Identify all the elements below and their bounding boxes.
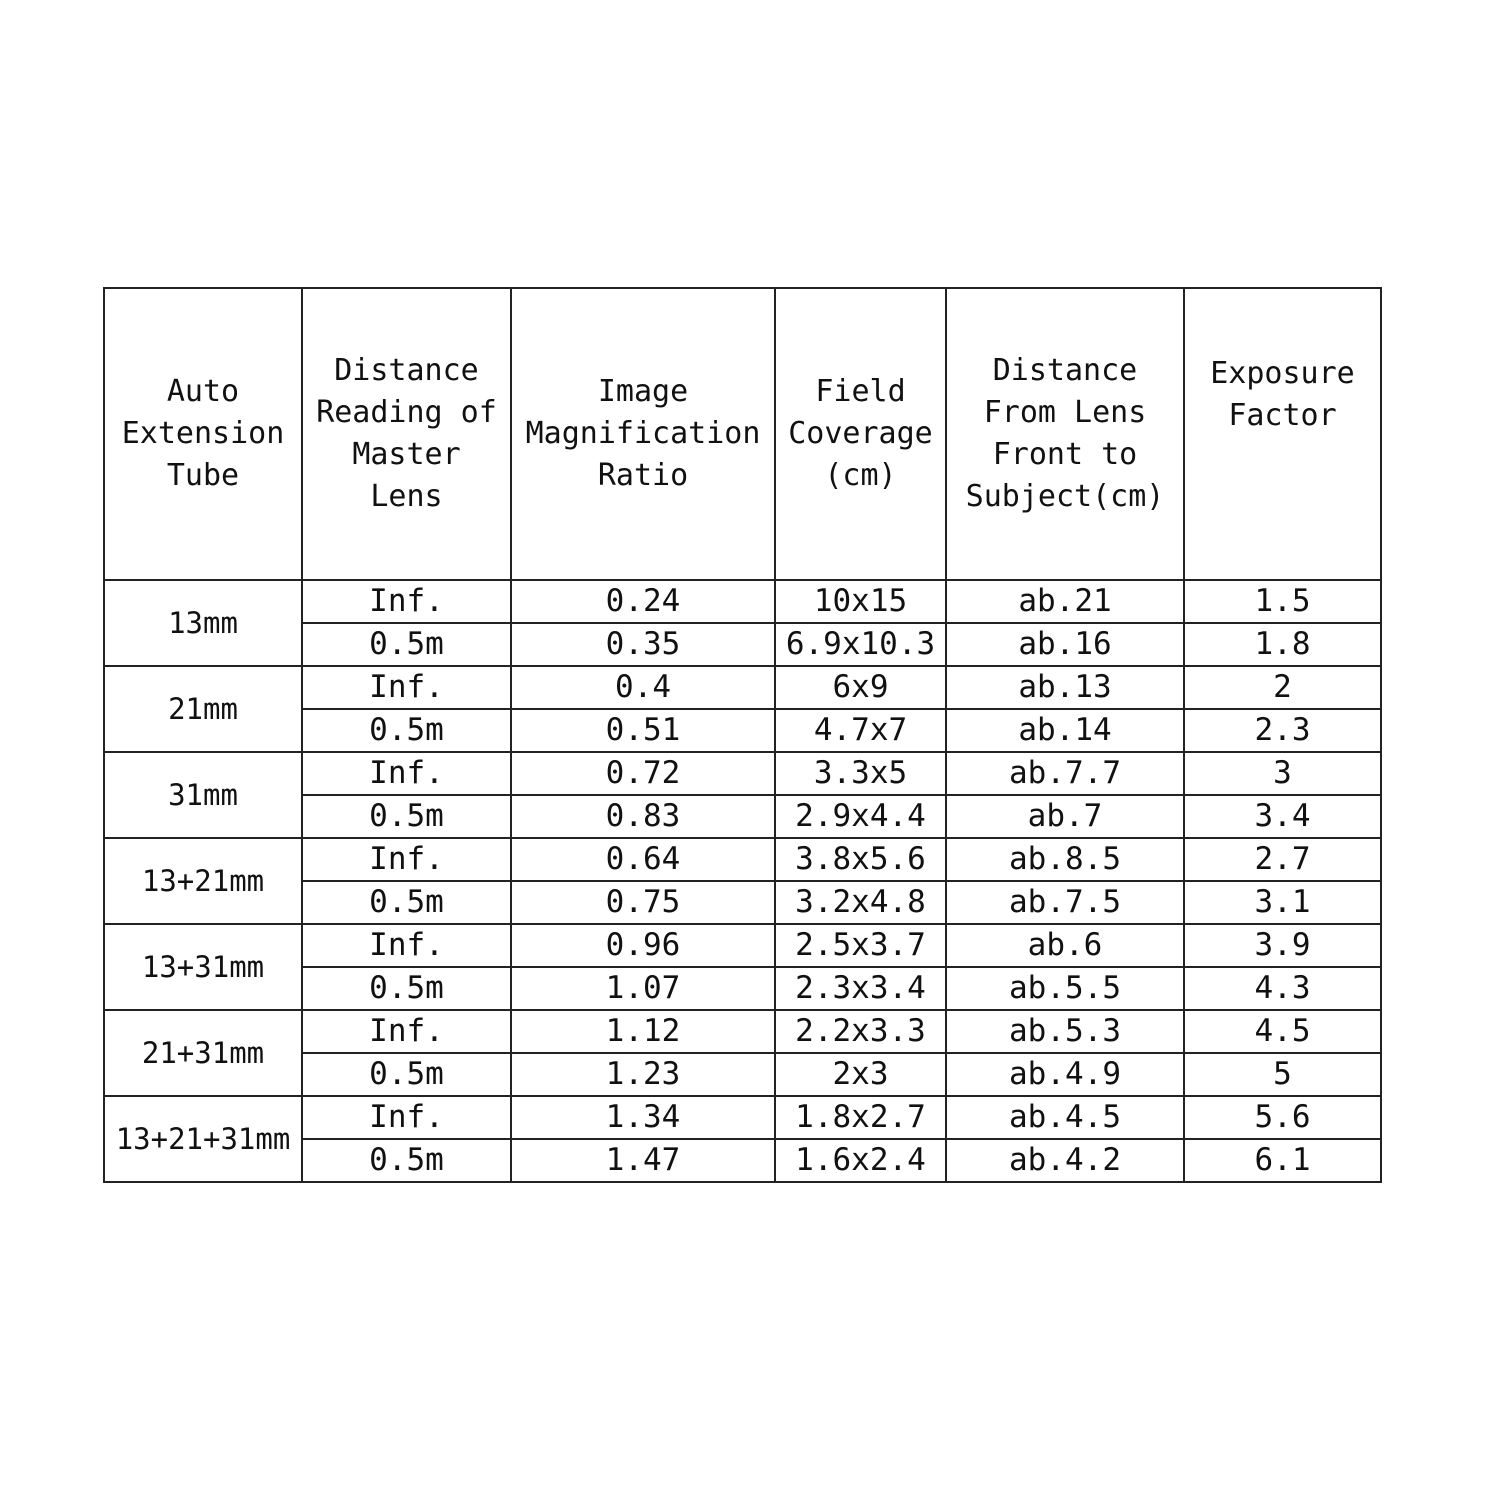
subject-distance-cell: ab.5.3: [946, 1010, 1184, 1053]
distance-cell: 0.5m: [302, 1139, 511, 1182]
distance-cell: 0.5m: [302, 967, 511, 1010]
magnification-cell: 1.07: [511, 967, 775, 1010]
header-distance-to-subject: Distance From Lens Front to Subject(cm): [946, 288, 1184, 580]
field-coverage-cell: 3.2x4.8: [775, 881, 946, 924]
table-row: [104, 666, 1381, 709]
subject-distance-cell: ab.4.2: [946, 1139, 1184, 1182]
magnification-cell: 0.75: [511, 881, 775, 924]
distance-cell: Inf.: [302, 666, 511, 709]
magnification-cell: 0.35: [511, 623, 775, 666]
subject-distance-cell: ab.7.7: [946, 752, 1184, 795]
distance-cell: 0.5m: [302, 881, 511, 924]
field-coverage-cell: 1.6x2.4: [775, 1139, 946, 1182]
exposure-cell: 3.4: [1184, 795, 1381, 838]
distance-cell: 0.5m: [302, 623, 511, 666]
magnification-cell: 0.24: [511, 580, 775, 623]
exposure-cell: 3.1: [1184, 881, 1381, 924]
header-exposure-factor: Exposure Factor: [1184, 288, 1381, 580]
subject-distance-cell: ab.7: [946, 795, 1184, 838]
distance-cell: 0.5m: [302, 795, 511, 838]
distance-cell: Inf.: [302, 924, 511, 967]
subject-distance-cell: ab.5.5: [946, 967, 1184, 1010]
tube-cell: 21+31mm: [104, 1010, 302, 1096]
table-row: [104, 1010, 1381, 1053]
subject-distance-cell: ab.4.9: [946, 1053, 1184, 1096]
tube-cell: 31mm: [104, 752, 302, 838]
exposure-cell: 1.5: [1184, 580, 1381, 623]
subject-distance-cell: ab.16: [946, 623, 1184, 666]
exposure-cell: 5.6: [1184, 1096, 1381, 1139]
field-coverage-cell: 2.2x3.3: [775, 1010, 946, 1053]
field-coverage-cell: 2.5x3.7: [775, 924, 946, 967]
exposure-cell: 5: [1184, 1053, 1381, 1096]
exposure-cell: 6.1: [1184, 1139, 1381, 1182]
field-coverage-cell: 10x15: [775, 580, 946, 623]
exposure-cell: 2: [1184, 666, 1381, 709]
field-coverage-cell: 3.3x5: [775, 752, 946, 795]
header-row: [104, 288, 1381, 580]
subject-distance-cell: ab.14: [946, 709, 1184, 752]
header-image-magnification: Image Magnification Ratio: [511, 288, 775, 580]
tube-cell: 13+21+31mm: [104, 1096, 302, 1182]
extension-tube-table: [103, 287, 1382, 1183]
distance-cell: 0.5m: [302, 709, 511, 752]
field-coverage-cell: 1.8x2.7: [775, 1096, 946, 1139]
magnification-cell: 0.4: [511, 666, 775, 709]
magnification-cell: 0.96: [511, 924, 775, 967]
distance-cell: Inf.: [302, 1010, 511, 1053]
field-coverage-cell: 4.7x7: [775, 709, 946, 752]
tube-cell: 13mm: [104, 580, 302, 666]
exposure-cell: 2.7: [1184, 838, 1381, 881]
field-coverage-cell: 3.8x5.6: [775, 838, 946, 881]
header-distance-reading: Distance Reading of Master Lens: [302, 288, 511, 580]
subject-distance-cell: ab.4.5: [946, 1096, 1184, 1139]
field-coverage-cell: 6.9x10.3: [775, 623, 946, 666]
table-row: [104, 752, 1381, 795]
exposure-cell: 4.5: [1184, 1010, 1381, 1053]
exposure-cell: 2.3: [1184, 709, 1381, 752]
field-coverage-cell: 6x9: [775, 666, 946, 709]
subject-distance-cell: ab.6: [946, 924, 1184, 967]
subject-distance-cell: ab.7.5: [946, 881, 1184, 924]
distance-cell: Inf.: [302, 752, 511, 795]
magnification-cell: 1.12: [511, 1010, 775, 1053]
magnification-cell: 0.51: [511, 709, 775, 752]
header-field-coverage: Field Coverage (cm): [775, 288, 946, 580]
distance-cell: 0.5m: [302, 1053, 511, 1096]
field-coverage-cell: 2.3x3.4: [775, 967, 946, 1010]
field-coverage-cell: 2.9x4.4: [775, 795, 946, 838]
magnification-cell: 0.72: [511, 752, 775, 795]
magnification-cell: 1.47: [511, 1139, 775, 1182]
header-auto-extension-tube: Auto Extension Tube: [104, 288, 302, 580]
exposure-cell: 3.9: [1184, 924, 1381, 967]
magnification-cell: 1.23: [511, 1053, 775, 1096]
magnification-cell: 0.83: [511, 795, 775, 838]
exposure-cell: 3: [1184, 752, 1381, 795]
magnification-cell: 0.64: [511, 838, 775, 881]
distance-cell: Inf.: [302, 1096, 511, 1139]
table-row: [104, 838, 1381, 881]
subject-distance-cell: ab.13: [946, 666, 1184, 709]
table-row: [104, 924, 1381, 967]
exposure-cell: 4.3: [1184, 967, 1381, 1010]
magnification-cell: 1.34: [511, 1096, 775, 1139]
table-row: [104, 580, 1381, 623]
table-row: [104, 1096, 1381, 1139]
distance-cell: Inf.: [302, 580, 511, 623]
distance-cell: Inf.: [302, 838, 511, 881]
tube-cell: 13+31mm: [104, 924, 302, 1010]
subject-distance-cell: ab.8.5: [946, 838, 1184, 881]
field-coverage-cell: 2x3: [775, 1053, 946, 1096]
exposure-cell: 1.8: [1184, 623, 1381, 666]
subject-distance-cell: ab.21: [946, 580, 1184, 623]
tube-cell: 13+21mm: [104, 838, 302, 924]
tube-cell: 21mm: [104, 666, 302, 752]
table-body: [104, 580, 1381, 1182]
